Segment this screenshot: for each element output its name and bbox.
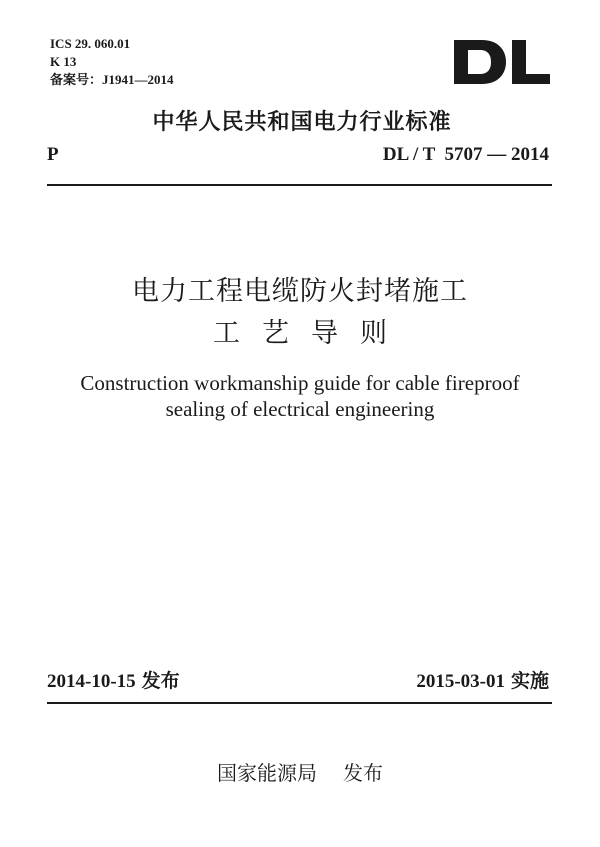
implementation-label: 实施 bbox=[510, 671, 549, 692]
top-divider bbox=[47, 184, 552, 186]
implementation-date: 2015-03-01 bbox=[416, 671, 505, 692]
category-code: K 13 bbox=[50, 54, 77, 69]
category-letter: P bbox=[47, 144, 59, 165]
title-chinese-line-1: 电力工程电缆防火封堵施工 bbox=[132, 276, 468, 307]
dl-logo-letter-l bbox=[512, 40, 550, 84]
issue-date: 2014-10-15 bbox=[47, 671, 136, 692]
standard-number: DL / T 5707 — 2014 bbox=[382, 144, 549, 165]
title-english-line-2: sealing of electrical engineering bbox=[165, 397, 435, 421]
title-chinese-line-2: 工艺导则 bbox=[213, 318, 409, 349]
issue-date-block bbox=[47, 670, 180, 694]
record-number: 备案号：J1941—2014 bbox=[50, 72, 174, 87]
dl-logo bbox=[452, 38, 552, 86]
issuer-name: 国家能源局 bbox=[217, 761, 317, 785]
title-english-line-1: Construction workmanship guide for cable fireproof bbox=[80, 371, 520, 395]
implementation-date-block bbox=[416, 670, 549, 694]
issue-label: 发布 bbox=[141, 671, 180, 692]
ics-code: ICS 29. 060.01 bbox=[50, 36, 131, 51]
issuer-block bbox=[0, 761, 600, 785]
standard-family-title: 中华人民共和国电力行业标准 bbox=[152, 110, 452, 135]
bottom-divider bbox=[47, 702, 552, 704]
issuer-label: 发布 bbox=[343, 761, 383, 785]
dl-logo-letter-d bbox=[454, 40, 506, 84]
